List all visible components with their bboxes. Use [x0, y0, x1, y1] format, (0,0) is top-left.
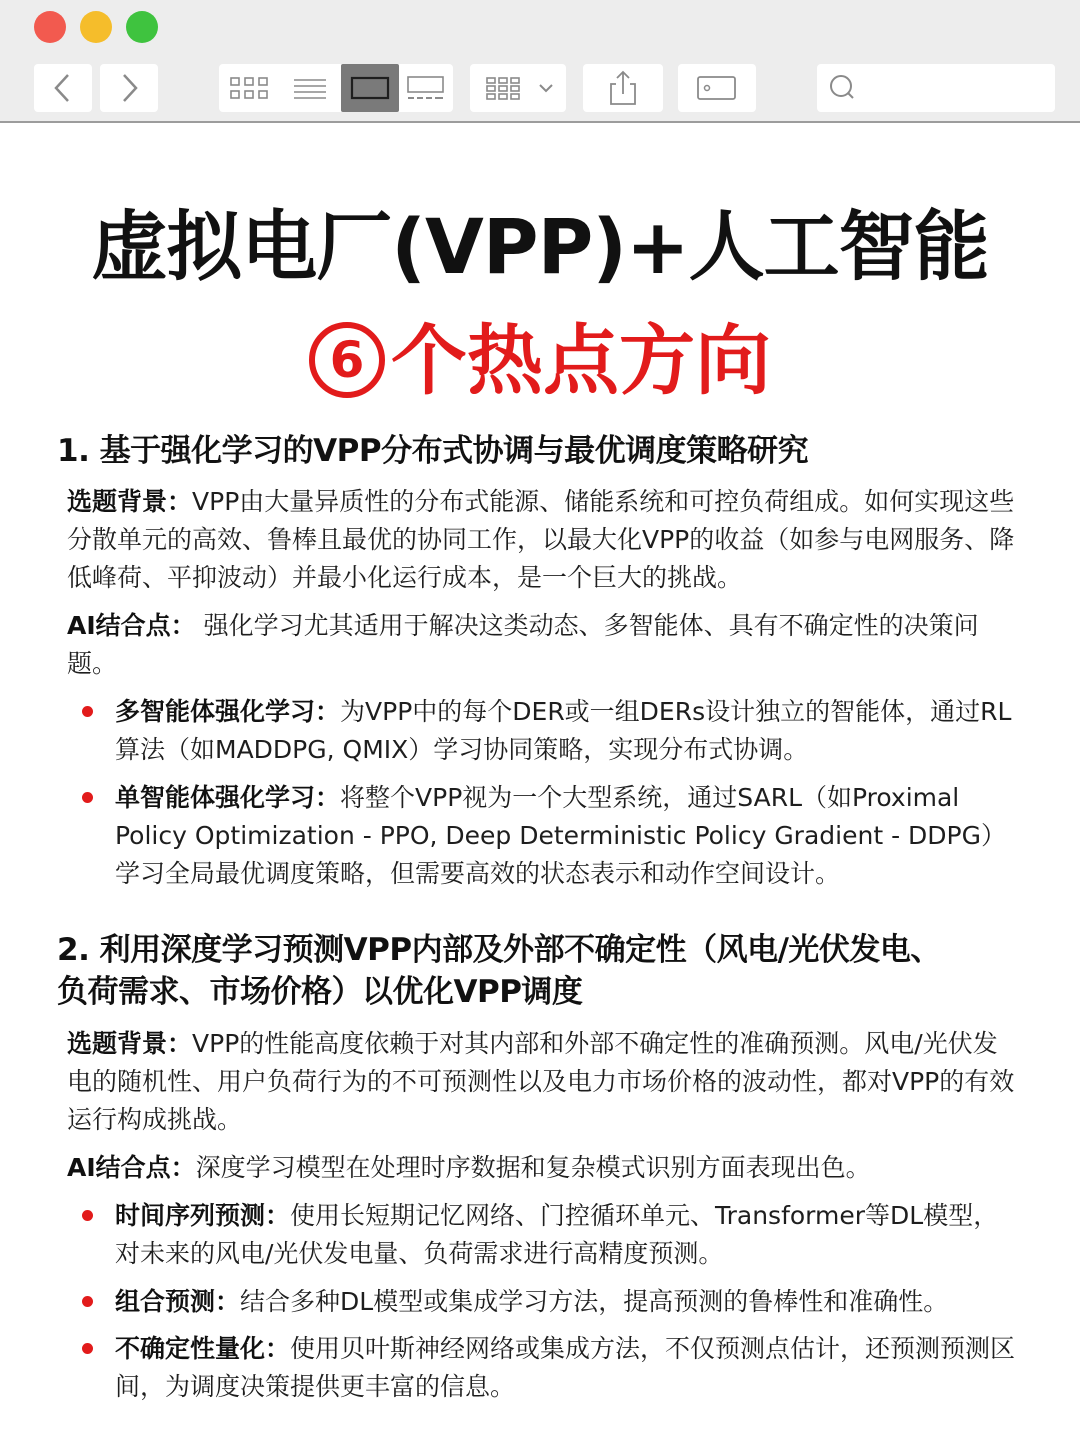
list-item	[115, 1283, 1020, 1321]
minimize-window-button[interactable]	[80, 11, 112, 43]
tag-button[interactable]	[678, 64, 756, 112]
bullet-label: 组合预测：	[115, 1287, 241, 1316]
section-2-heading	[57, 929, 941, 1013]
list-item	[115, 1197, 1020, 1273]
subtitle-text: 个热点方向	[391, 316, 771, 405]
gallery-view-icon	[341, 64, 399, 112]
bullet-text: 使用长短期记忆网络、门控循环单元、Transformer等DL模型，对未来的风电/光伏发电量、负荷需求进行高精度预测。	[115, 1201, 999, 1268]
search-icon	[817, 64, 877, 112]
ai-label: AI结合点：	[67, 1153, 196, 1182]
list-view-icon	[281, 64, 341, 112]
list-item	[115, 779, 1020, 893]
forward-button[interactable]	[100, 64, 158, 112]
section-1-ai-point	[67, 607, 1019, 683]
grid-view-icon	[219, 64, 279, 112]
bullet-label: 单智能体强化学习：	[115, 783, 341, 812]
bullet-dot-icon	[82, 792, 93, 803]
chevron-down-icon	[540, 85, 552, 91]
ai-label: AI结合点：	[67, 611, 196, 640]
column-view-icon	[399, 64, 453, 112]
share-button[interactable]	[583, 64, 663, 112]
bullet-text: 将整个VPP视为一个大型系统，通过SARL（如Proximal Policy Optimization - PPO, Deep Deterministic Policy Gradient - DDPG）学习全局最优调度策略，但需要高效的状态表示和动作空间设计。	[115, 783, 1006, 888]
background-label: 选题背景：	[67, 487, 193, 516]
section-1-background	[67, 483, 1019, 597]
chevron-left-icon	[34, 64, 92, 112]
section-2-heading-line2: 负荷需求、市场价格）以优化VPP调度	[57, 974, 583, 1010]
bullet-text: 结合多种DL模型或集成学习方法，提高预测的鲁棒性和准确性。	[240, 1287, 949, 1316]
ai-text: 强化学习尤其适用于解决这类动态、多智能体、具有不确定性的决策问题。	[67, 611, 979, 678]
circled-number: 6	[309, 322, 385, 398]
tag-icon	[678, 64, 756, 112]
column-view-button[interactable]	[399, 64, 453, 112]
ai-text: 深度学习模型在处理时序数据和复杂模式识别方面表现出色。	[195, 1153, 871, 1182]
group-by-button[interactable]	[470, 64, 566, 112]
grid-view-button[interactable]	[219, 64, 279, 112]
bullet-dot-icon	[82, 1343, 93, 1354]
background-text: VPP的性能高度依赖于对其内部和外部不确定性的准确预测。风电/光伏发电的随机性、用户负荷行为的不可预测性以及电力市场价格的波动性，都对VPP的有效运行构成挑战。	[67, 1029, 1015, 1134]
chevron-right-icon	[100, 64, 158, 112]
section-2-background	[67, 1025, 1019, 1139]
section-2-heading-line1: 2. 利用深度学习预测VPP内部及外部不确定性（风电/光伏发电、	[57, 932, 941, 968]
background-label: 选题背景：	[67, 1029, 193, 1058]
zoom-window-button[interactable]	[126, 11, 158, 43]
bullet-dot-icon	[82, 706, 93, 717]
list-item	[115, 693, 1020, 769]
share-icon	[583, 64, 663, 112]
bullet-label: 时间序列预测：	[115, 1201, 291, 1230]
bullet-label: 不确定性量化：	[115, 1334, 291, 1363]
background-text: VPP由大量异质性的分布式能源、储能系统和可控负荷组成。如何实现这些分散单元的高效、鲁棒且最优的协同工作，以最大化VPP的收益（如参与电网服务、降低峰荷、平抑波动）并最小化运行成本，是一个巨大的挑战。	[67, 487, 1015, 592]
page-title: 虚拟电厂(VPP)+人工智能	[91, 202, 989, 291]
bullet-text: 使用贝叶斯神经网络或集成方法，不仅预测点估计，还预测预测区间，为调度决策提供更丰富的信息。	[115, 1334, 1016, 1401]
bullet-dot-icon	[82, 1210, 93, 1221]
gallery-view-button[interactable]	[341, 64, 399, 112]
section-1-heading: 1. 基于强化学习的VPP分布式协调与最优调度策略研究	[57, 433, 809, 469]
list-view-button[interactable]	[281, 64, 341, 112]
bullet-text: 为VPP中的每个DER或一组DERs设计独立的智能体，通过RL算法（如MADDPG, QMIX）学习协同策略，实现分布式协调。	[115, 697, 1012, 764]
close-window-button[interactable]	[34, 11, 66, 43]
section-2-ai-point	[67, 1149, 1019, 1187]
bullet-label: 多智能体强化学习：	[115, 697, 341, 726]
bullet-dot-icon	[82, 1296, 93, 1307]
list-item	[115, 1330, 1020, 1406]
search-field[interactable]	[817, 64, 1055, 112]
back-button[interactable]	[34, 64, 92, 112]
window-toolbar	[0, 0, 1080, 123]
view-switcher	[219, 64, 453, 112]
group-icon	[470, 64, 566, 112]
page-subtitle	[0, 300, 1080, 409]
